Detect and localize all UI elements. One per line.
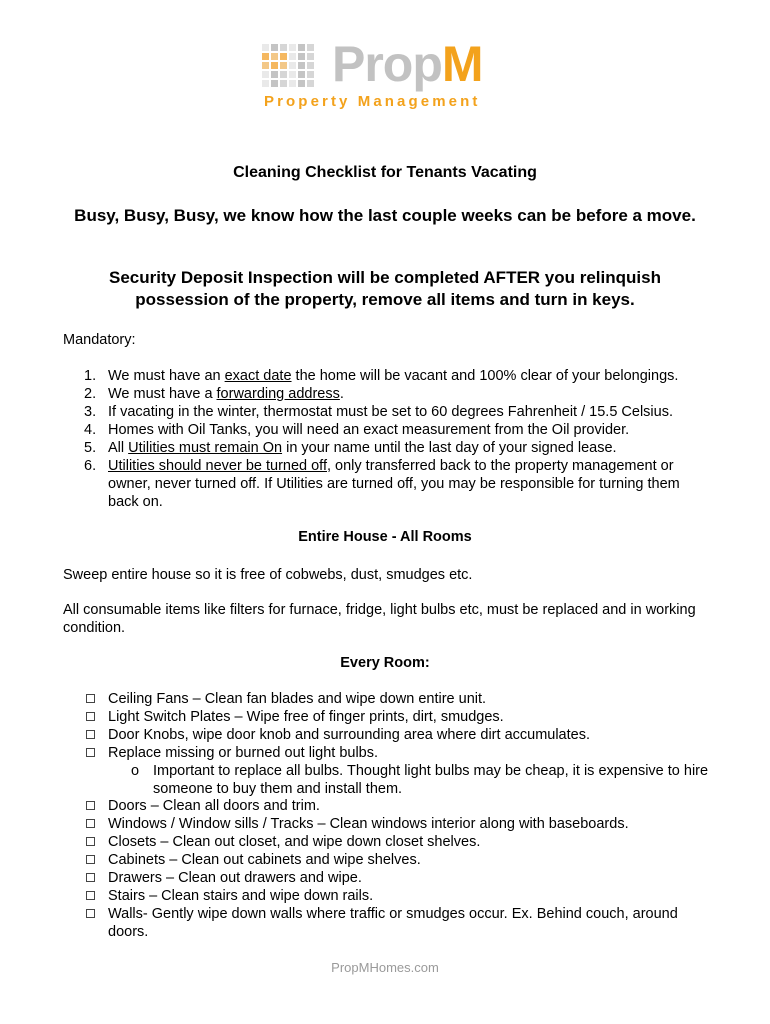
logo-grid-square (307, 44, 314, 51)
list-number: 1. (84, 368, 97, 384)
checkbox-icon[interactable] (86, 748, 95, 757)
checklist-item-text: Ceiling Fans – Clean fan blades and wipe down entire unit. (108, 691, 487, 707)
logo-grid-square (298, 80, 305, 87)
checklist-item-text: Stairs – Clean stairs and wipe down rails. (108, 888, 374, 904)
list-number: 3. (84, 404, 97, 420)
mandatory-item-text: We must have an exact date the home will be vacant and 100% clear of your belongings. (108, 368, 679, 384)
logo-grid-square (271, 71, 278, 78)
logo-grid-square (262, 80, 269, 87)
checklist-item-text: Drawers – Clean out drawers and wipe. (108, 870, 362, 886)
logo-grid-square (298, 71, 305, 78)
logo-grid-square (280, 44, 287, 51)
logo-grid-icon (262, 40, 326, 88)
logo-grid-square (271, 53, 278, 60)
checklist-item-text: Door Knobs, wipe door knob and surrounding area where dirt accumulates. (108, 727, 590, 743)
checklist-item-text: Doors – Clean all doors and trim. (108, 798, 320, 814)
propm-logo (262, 36, 512, 112)
checkbox-icon[interactable] (86, 730, 95, 739)
document-title: Cleaning Checklist for Tenants Vacating (233, 164, 537, 181)
section-every-room: Every Room: (340, 655, 430, 671)
logo-grid-square (280, 80, 287, 87)
logo-grid-square (271, 62, 278, 69)
logo-grid-square (307, 71, 314, 78)
logo-grid-square (307, 80, 314, 87)
list-number: 4. (84, 422, 97, 438)
logo-grid-square (298, 62, 305, 69)
logo-wordmark: PropM (332, 36, 483, 92)
logo-grid-square (298, 44, 305, 51)
logo-grid-square (262, 53, 269, 60)
checkbox-icon[interactable] (86, 694, 95, 703)
footer-website: PropMHomes.com (331, 960, 439, 975)
list-number: 5. (84, 440, 97, 456)
checkbox-icon[interactable] (86, 855, 95, 864)
checklist-item-text: Cabinets – Clean out cabinets and wipe shelves. (108, 852, 421, 868)
sub-bullet-marker: o (131, 763, 140, 779)
checkbox-icon[interactable] (86, 909, 95, 918)
mandatory-item-text: We must have a forwarding address. (108, 386, 344, 402)
mandatory-item-text: Utilities should never be turned off, only transferred back to the property management or owner, never turned off. If Utilities are turned off, you may be responsible for turning them back on. (108, 458, 680, 510)
checklist-item-text: Light Switch Plates – Wipe free of finger prints, dirt, smudges. (108, 709, 504, 725)
checklist-item-text: Replace missing or burned out light bulbs. (108, 745, 379, 761)
logo-grid-square (289, 44, 296, 51)
mandatory-label: Mandatory: (63, 332, 136, 348)
logo-grid-square (262, 44, 269, 51)
mandatory-item-text: If vacating in the winter, thermostat must be set to 60 degrees Fahrenheit / 15.5 Celsius. (108, 404, 673, 420)
checkbox-icon[interactable] (86, 837, 95, 846)
sub-bullet-text: Important to replace all bulbs. Thought light bulbs may be cheap, it is expensive to hire someone to buy them and install them. (153, 763, 709, 797)
logo-grid-square (307, 62, 314, 69)
list-number: 2. (84, 386, 97, 402)
intro-heading: Busy, Busy, Busy, we know how the last couple weeks can be before a move. (74, 206, 696, 225)
mandatory-item-text: Homes with Oil Tanks, you will need an exact measurement from the Oil provider. (108, 422, 630, 438)
mandatory-item-text: All Utilities must remain On in your name until the last day of your signed lease. (108, 440, 617, 456)
logo-grid-square (289, 53, 296, 60)
logo-grid-square (289, 62, 296, 69)
logo-grid-square (271, 80, 278, 87)
logo-grid-square (307, 53, 314, 60)
consumable-text: All consumable items like filters for furnace, fridge, light bulbs etc, must be replaced and in working condition. (63, 602, 696, 636)
logo-grid-square (280, 71, 287, 78)
logo-subtitle: Property Management (264, 93, 481, 110)
logo-grid-square (262, 62, 269, 69)
checkbox-icon[interactable] (86, 819, 95, 828)
logo-grid-square (289, 80, 296, 87)
sweep-text: Sweep entire house so it is free of cobwebs, dust, smudges etc. (63, 567, 473, 583)
checklist-item-text: Windows / Window sills / Tracks – Clean windows interior along with baseboards. (108, 816, 629, 832)
logo-grid-square (298, 53, 305, 60)
checkbox-icon[interactable] (86, 712, 95, 721)
checklist-item-text: Walls- Gently wipe down walls where traffic or smudges occur. Ex. Behind couch, around doors. (108, 906, 678, 940)
checkbox-icon[interactable] (86, 891, 95, 900)
logo-grid-square (271, 44, 278, 51)
inspection-heading: Security Deposit Inspection will be completed AFTER you relinquish possession of the property, remove all items and turn in keys. (109, 268, 661, 309)
logo-grid-square (280, 53, 287, 60)
logo-grid-square (280, 62, 287, 69)
checkbox-icon[interactable] (86, 801, 95, 810)
section-entire-house: Entire House - All Rooms (298, 529, 472, 545)
checkbox-icon[interactable] (86, 873, 95, 882)
list-number: 6. (84, 458, 97, 474)
logo-grid-square (289, 71, 296, 78)
logo-grid-square (262, 71, 269, 78)
checklist-item-text: Closets – Clean out closet, and wipe down closet shelves. (108, 834, 481, 850)
